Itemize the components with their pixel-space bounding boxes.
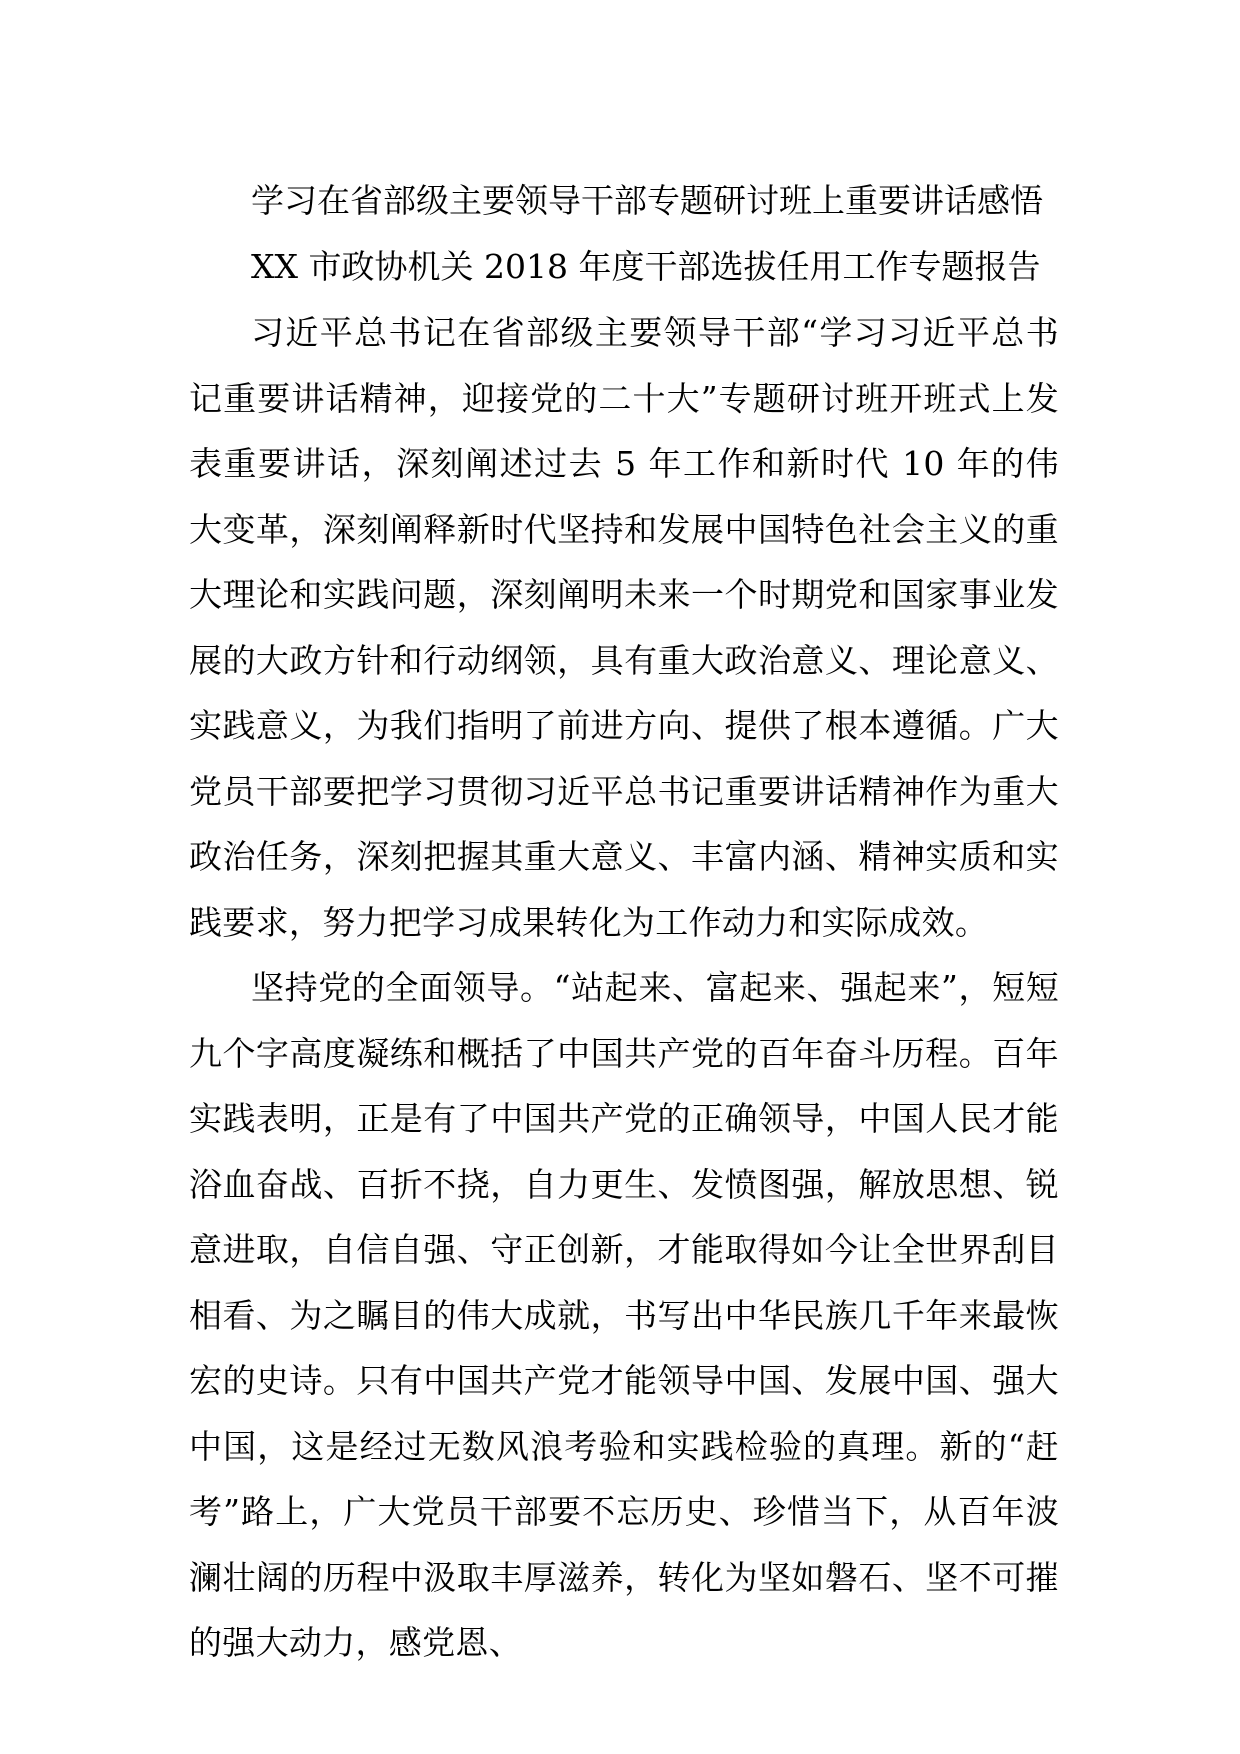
paragraph-party-leadership: 坚持党的全面领导。“站起来、富起来、强起来”，短短九个字高度凝练和概括了中国共产党的百年奋斗历程。百年实践表明，正是有了中国共产党的正确领导，中国人民才能浴血奋战、百折不挠，自力更生、发愤图强，解放思想、锐意进取，自信自强、守正创新，才能取得如今让全世界刮目相看、为之瞩目的伟大成就，书写出中华民族几千年来最恢宏的史诗。只有中国共产党才能领导中国、发展中国、强大中国，这是经过无数风浪考验和实践检验的真理。新的“赶考”路上，广大党员干部要不忘历史、珍惜当下，从百年波澜壮阔的历程中汲取丰厚滋养，转化为坚如磐石、坚不可摧的强大动力，感党恩、 <box>189 968 1059 1662</box>
document-subtitle: XX 市政协机关 2018 年度干部选拔任用工作专题报告 <box>251 247 1041 286</box>
document-title: 学习在省部级主要领导干部专题研讨班上重要讲话感悟 <box>251 181 1043 220</box>
paragraph-intro: 习近平总书记在省部级主要领导干部“学习习近平总书记重要讲话精神，迎接党的二十大”专题研讨班开班式上发表重要讲话，深刻阐述过去 5 年工作和新时代 10 年的伟大变革，深刻阐释新时代坚持和发展中国特色社会主义的重大理论和实践问题，深刻阐明未来一个时期党和国家事业发展的大政方针和行动纲领，具有重大政治意义、理论意义、实践意义，为我们指明了前进方向、提供了根本遵循。广大党员干部要把学习贯彻习近平总书记重要讲话精神作为重大政治任务，深刻把握其重大意义、丰富内涵、精神实质和实践要求，努力把学习成果转化为工作动力和实际成效。 <box>189 313 1059 942</box>
document-body <box>189 168 1059 1676</box>
